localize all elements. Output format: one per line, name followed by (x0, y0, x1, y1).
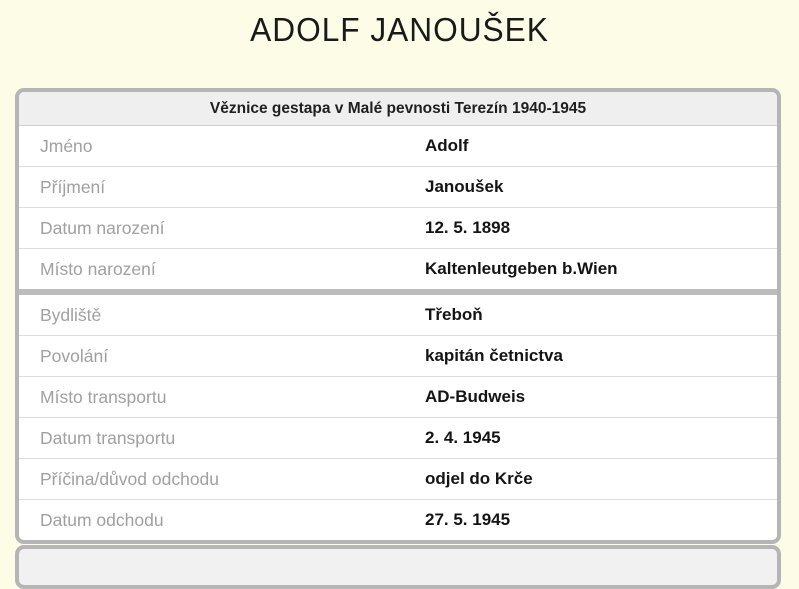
row-value: 2. 4. 1945 (425, 428, 501, 447)
row-value: AD-Budweis (425, 387, 526, 406)
record-card (15, 88, 781, 544)
table-row (19, 335, 777, 376)
row-value: odjel do Krče (425, 469, 533, 488)
table-row (19, 417, 777, 458)
row-value: Kaltenleutgeben b.Wien (425, 259, 618, 278)
next-record-card-partial (15, 545, 781, 589)
record-card-header-title: Věznice gestapa v Malé pevnosti Terezín 1940-1945 (209, 99, 587, 117)
row-label: Datum narození (40, 217, 165, 238)
table-row (19, 248, 777, 289)
row-label: Datum transportu (40, 427, 176, 448)
row-value: Třeboň (425, 305, 483, 324)
row-value: kapitán četnictva (425, 346, 563, 365)
row-label: Bydliště (40, 304, 102, 325)
table-row (19, 376, 777, 417)
row-label: Datum odchodu (40, 509, 164, 530)
row-label: Jméno (40, 135, 93, 156)
row-label: Místo transportu (40, 386, 167, 407)
table-row (19, 499, 777, 540)
table-row (19, 126, 777, 166)
table-row (19, 166, 777, 207)
row-value: 12. 5. 1898 (425, 218, 511, 237)
row-label: Místo narození (40, 258, 156, 279)
record-card-header (19, 92, 777, 126)
row-value: Janoušek (425, 177, 504, 196)
table-row (19, 458, 777, 499)
row-value: 27. 5. 1945 (425, 510, 511, 529)
table-row (19, 295, 777, 335)
row-label: Příjmení (40, 176, 106, 197)
row-value: Adolf (425, 136, 469, 155)
table-row (19, 207, 777, 248)
page-title: ADOLF JANOUŠEK (250, 11, 549, 48)
row-label: Povolání (40, 345, 109, 366)
row-label: Příčina/důvod odchodu (40, 468, 220, 489)
